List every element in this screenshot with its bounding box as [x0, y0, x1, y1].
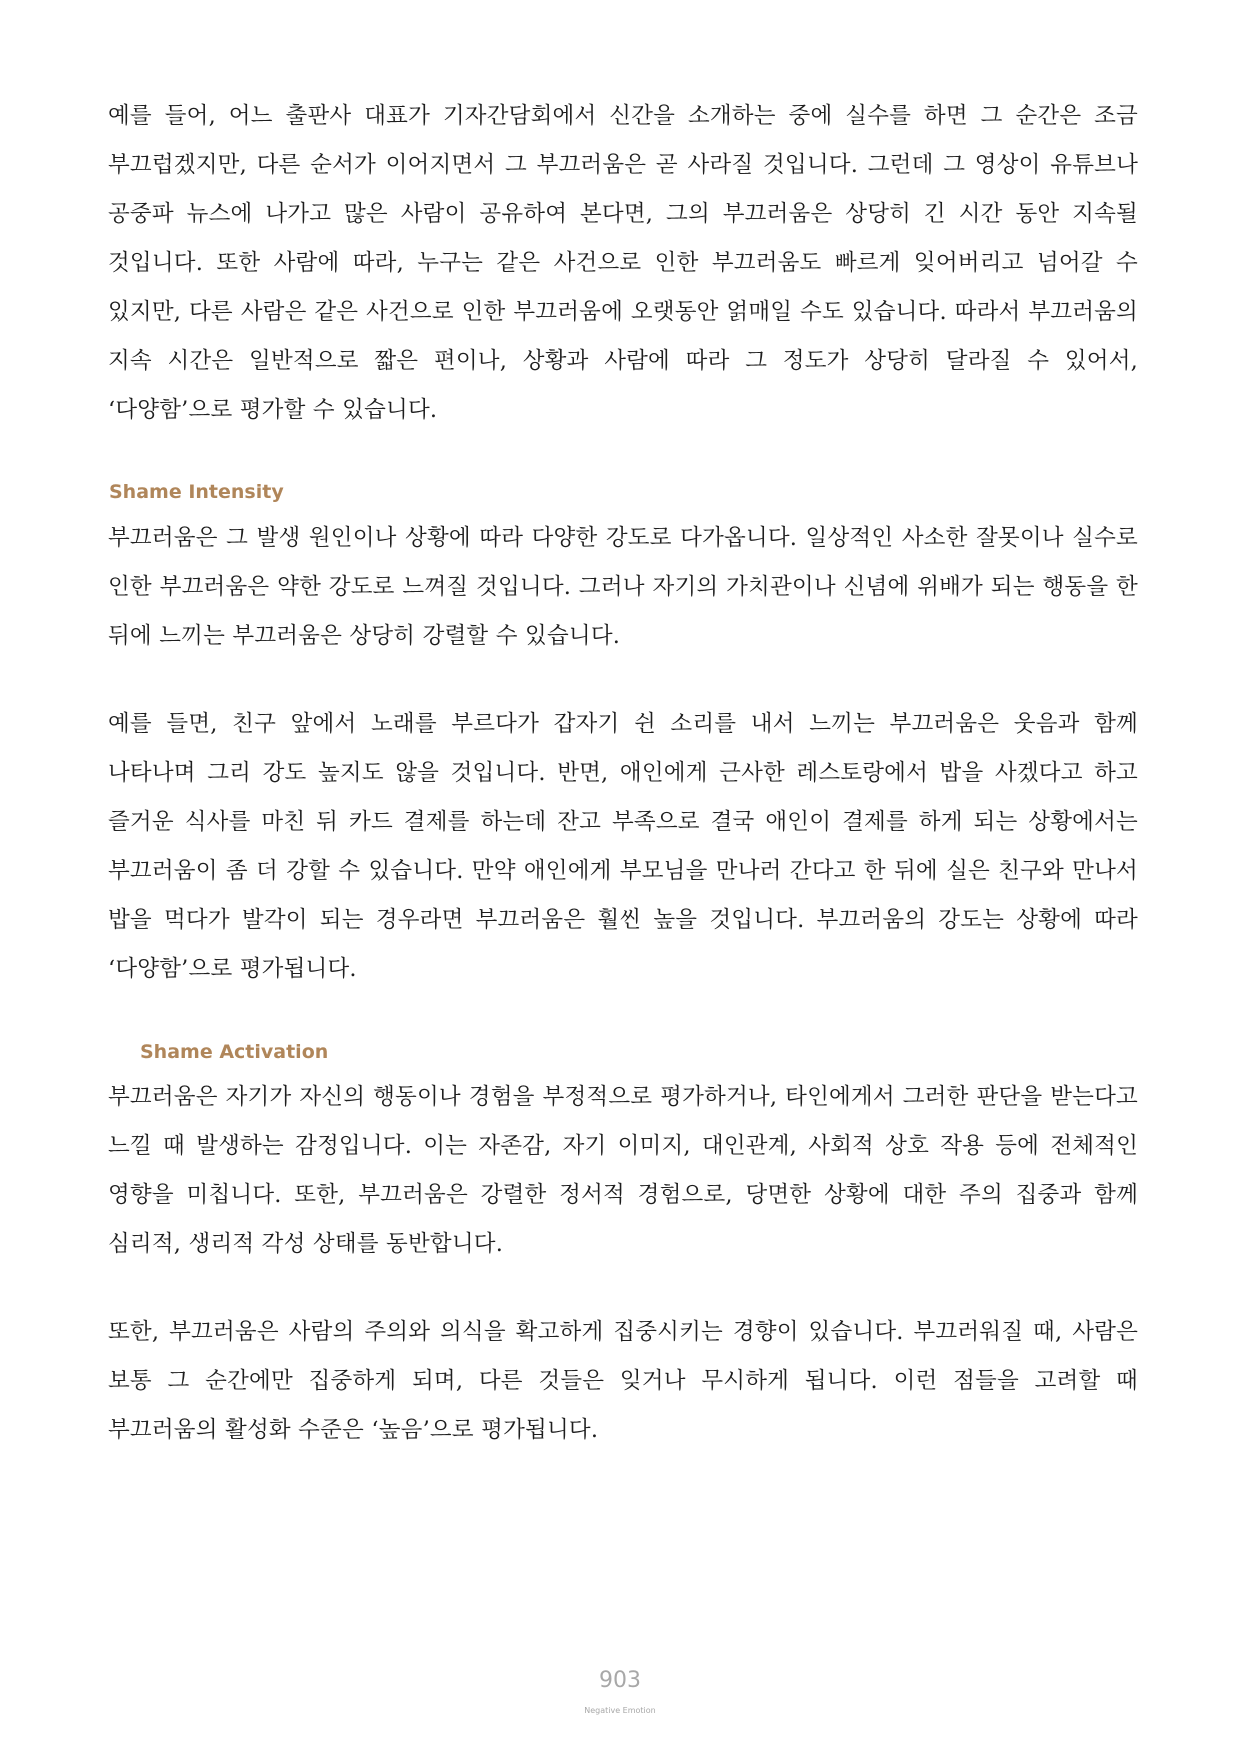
- section-heading-shame-intensity: Shame Intensity: [109, 481, 284, 503]
- page-number: 903: [599, 1668, 641, 1693]
- section-heading-shame-activation: Shame Activation: [140, 1041, 329, 1063]
- book-label: Negative Emotion: [584, 1706, 656, 1715]
- paragraph-shame-intensity: 부끄러움은 그 발생 원인이나 상황에 따라 다양한 강도로 다가옵니다. 일상적인 사소한 잘못이나 실수로 인한 부끄러움은 약한 강도로 느껴질 것입니다. 그러나 자기의 가치관이나 신념에 위배가 되는 행동을 한 뒤에 느끼는 부끄러움은 상당히 강렬할 수 있습니다.: [108, 525, 1138, 649]
- paragraph-shame-duration-example: 예를 들어, 어느 출판사 대표가 기자간담회에서 신간을 소개하는 중에 실수를 하면 그 순간은 조금 부끄럽겠지만, 다른 순서가 이어지면서 그 부끄러움은 곧 사라질 것입니다. 그런데 그 영상이 유튜브나 공중파 뉴스에 나가고 많은 사람이 공유하여 본다면, 그의 부끄러움은 상당히 긴 시간 동안 지속될 것입니다. 또한 사람에 따라, 누구는 같은 사건으로 인한 부끄러움도 빠르게 잊어버리고 넘어갈 수 있지만, 다른 사람은 같은 사건으로 인한 부끄러움에 오랫동안 얽매일 수도 있습니다. 따라서 부끄러움의 지속 시간은 일반적으로 짧은 편이나, 상황과 사람에 따라 그 정도가 상당히 달라질 수 있어서, ‘다양함’으로 평가할 수 있습니다.: [108, 103, 1138, 423]
- paragraph-shame-activation: 부끄러움은 자기가 자신의 행동이나 경험을 부정적으로 평가하거나, 타인에게서 그러한 판단을 받는다고 느낄 때 발생하는 감정입니다. 이는 자존감, 자기 이미지, 대인관계, 사회적 상호 작용 등에 전체적인 영향을 미칩니다. 또한, 부끄러움은 강렬한 정서적 경험으로, 당면한 상황에 대한 주의 집중과 함께 심리적, 생리적 각성 상태를 동반합니다.: [108, 1084, 1138, 1257]
- paragraph-shame-intensity-example: 예를 들면, 친구 앞에서 노래를 부르다가 갑자기 쉰 소리를 내서 느끼는 부끄러움은 웃음과 함께 나타나며 그리 강도 높지도 않을 것입니다. 반면, 애인에게 근사한 레스토랑에서 밥을 사겠다고 하고 즐거운 식사를 마친 뒤 카드 결제를 하는데 잔고 부족으로 결국 애인이 결제를 하게 되는 상황에서는 부끄러움이 좀 더 강할 수 있습니다. 만약 애인에게 부모님을 만나러 간다고 한 뒤에 실은 친구와 만나서 밥을 먹다가 발각이 되는 경우라면 부끄러움은 훨씬 높을 것입니다. 부끄러움의 강도는 상황에 따라 ‘다양함’으로 평가됩니다.: [108, 711, 1138, 982]
- paragraph-shame-activation-level: 또한, 부끄러움은 사람의 주의와 의식을 확고하게 집중시키는 경향이 있습니다. 부끄러워질 때, 사람은 보통 그 순간에만 집중하게 되며, 다른 것들은 잊거나 무시하게 됩니다. 이런 점들을 고려할 때 부끄러움의 활성화 수준은 ‘높음’으로 평가됩니다.: [108, 1319, 1138, 1443]
